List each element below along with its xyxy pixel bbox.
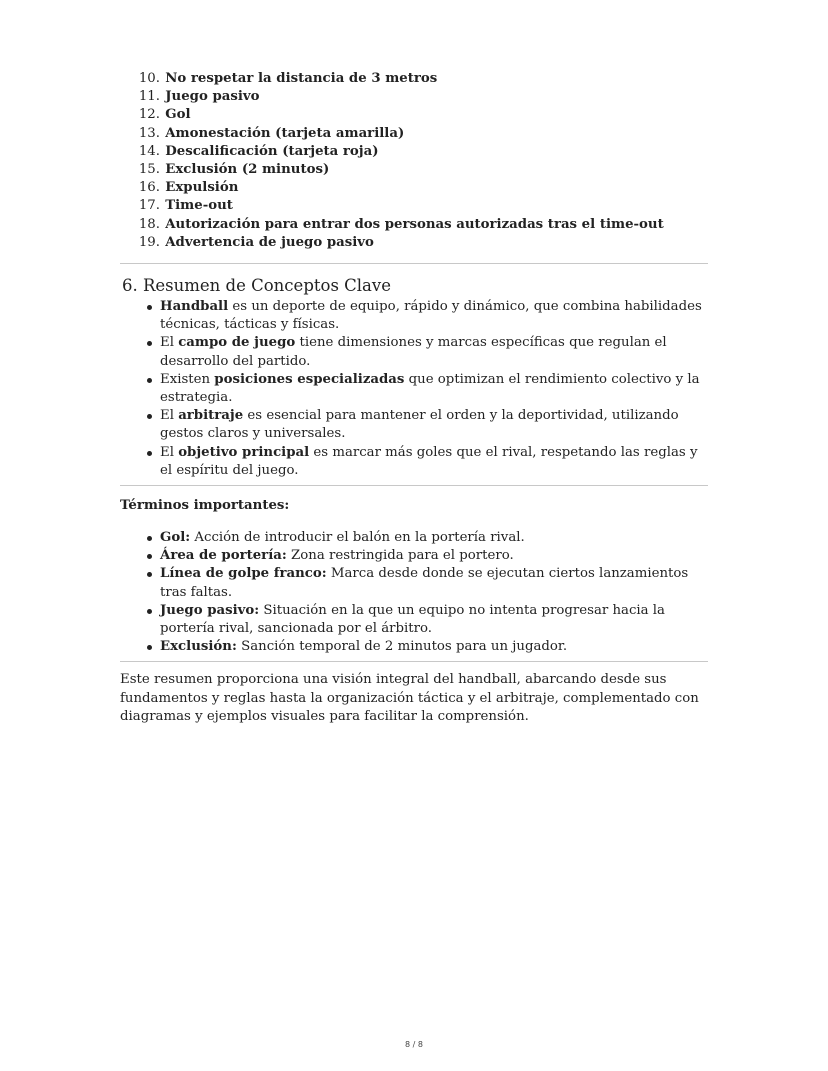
key-concepts-list: [120, 298, 708, 480]
section-divider: [120, 263, 708, 264]
list-item: Gol: Acción de introducir el balón en la portería rival.: [120, 529, 708, 547]
list-item: 17. Time-out: [138, 198, 233, 214]
section-title: 6. Resumen de Conceptos Clave: [122, 276, 391, 296]
list-item: Handball es un deporte de equipo, rápido y dinámico, que combina habilidades técnicas, tácticas y físicas.: [120, 298, 708, 334]
list-item: Área de portería: Zona restringida para el portero.: [120, 547, 708, 565]
list-item: 19. Advertencia de juego pasivo: [138, 234, 374, 250]
list-item: El arbitraje es esencial para mantener el orden y la deportividad, utilizando gestos claros y universales.: [120, 407, 708, 443]
list-item: 16. Expulsión: [138, 180, 239, 196]
list-item: El objetivo principal es marcar más goles que el rival, respetando las reglas y el espíritu del juego.: [120, 444, 708, 480]
list-item: Línea de golpe franco: Marca desde donde se ejecutan ciertos lanzamientos tras faltas.: [120, 565, 708, 601]
page-number: 8 / 8: [405, 1040, 423, 1049]
list-item: El campo de juego tiene dimensiones y marcas específicas que regulan el desarrollo del partido.: [120, 334, 708, 370]
list-item: 18. Autorización para entrar dos personas autorizadas tras el time-out: [138, 216, 664, 232]
list-item: 13. Amonestación (tarjeta amarilla): [138, 125, 405, 141]
page-content: [120, 70, 708, 739]
signals-numbered-list: [120, 70, 708, 252]
list-item: Existen posiciones especializadas que optimizan el rendimiento colectivo y la estrategia.: [120, 371, 708, 407]
section-divider: [120, 485, 708, 486]
list-item: Juego pasivo: Situación en la que un equipo no intenta progresar hacia la portería rival, sancionada por el árbitro.: [120, 602, 708, 638]
terms-heading: Términos importantes:: [120, 498, 290, 514]
list-item: 12. Gol: [138, 107, 191, 123]
list-item: 14. Descalificación (tarjeta roja): [138, 143, 379, 159]
list-item: 15. Exclusión (2 minutos): [138, 162, 330, 178]
list-item: 10. No respetar la distancia de 3 metros: [138, 71, 438, 86]
terms-list: [120, 529, 708, 656]
summary-paragraph: Este resumen proporciona una visión integral del handball, abarcando desde sus fundamentos y reglas hasta la organización táctica y el arbitraje, complementado con diagramas y ejemplos visuales para facilitar la comprensión.: [120, 672, 699, 724]
list-item: 11. Juego pasivo: [138, 89, 260, 105]
section-divider: [120, 661, 708, 662]
list-item: Exclusión: Sanción temporal de 2 minutos para un jugador.: [120, 638, 708, 656]
